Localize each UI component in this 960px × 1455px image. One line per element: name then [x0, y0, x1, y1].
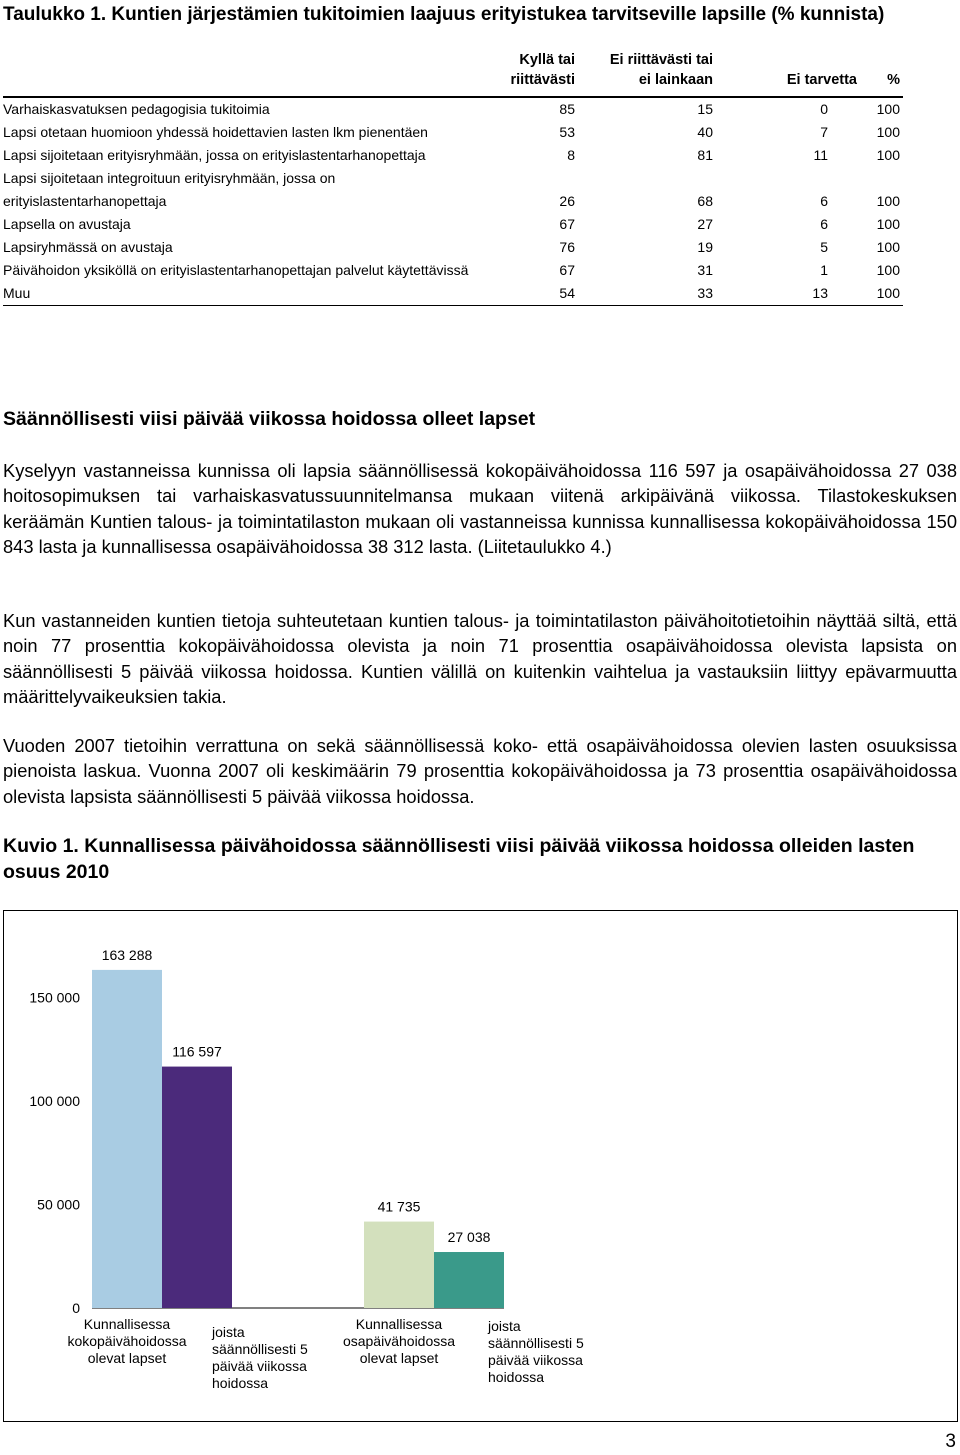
cell-no-need: 6	[820, 216, 828, 232]
cell-yes: 67	[559, 262, 575, 278]
bar	[162, 1067, 232, 1308]
bar	[434, 1252, 504, 1308]
row-label: Lapsi sijoitetaan integroituun erityisryhmään, jossa on erityislastentarhanopettaja	[3, 170, 336, 209]
cell-yes: 67	[559, 216, 575, 232]
table-row	[3, 236, 903, 259]
header-not-enough-line1: Ei riittävästi tai	[609, 52, 713, 68]
paragraph-1: Kyselyyn vastanneissa kunnissa oli lapsia säännöllisessä kokopäivähoidossa 116 597 ja osapäivähoidossa 27 038 hoitosopimuksen tai varhaiskasvatussuunnitelmansa mukaan viitenä arkipäivänä viikossa. Tilastokeskuksen keräämän Kuntien talous- ja toimintatilaston mukaan oli vastanneissa kunnissa kunnallisessa kokopäivähoidossa 150 843 lasta ja kunnallisessa osapäivähoidossa 38 312 lasta. (Liitetaulukko 4.)	[3, 460, 957, 557]
cell-yes: 54	[559, 285, 575, 301]
bar-value-label: 27 038	[447, 1229, 491, 1246]
cell-yes: 85	[559, 101, 575, 117]
y-tick-label: 150 000	[29, 989, 80, 1006]
header-yes-line1: Kyllä tai	[519, 52, 575, 68]
cell-not-enough: 81	[697, 147, 713, 163]
cell-no-need: 11	[813, 147, 828, 163]
row-label: Lapsella on avustaja	[3, 216, 131, 232]
cell-not-enough: 40	[697, 124, 713, 140]
figure-caption: Kuvio 1. Kunnallisessa päivähoidossa säännöllisesti viisi päivää viikossa hoidossa olleiden lasten osuus 2010	[3, 835, 915, 883]
table-body	[3, 98, 903, 306]
table-row	[3, 213, 903, 236]
row-label: Lapsiryhmässä on avustaja	[3, 239, 173, 255]
table-row	[3, 259, 903, 282]
bar	[364, 1222, 434, 1308]
bar-chart	[4, 911, 956, 1420]
cell-yes: 76	[559, 239, 575, 255]
cell-percent: 100	[876, 285, 900, 301]
cell-not-enough: 68	[697, 193, 713, 209]
y-tick-label: 100 000	[29, 1092, 80, 1109]
header-yes-line2: riittävästi	[510, 72, 575, 88]
row-label: Lapsi otetaan huomioon yhdessä hoidettavien lasten lkm pienentäen	[3, 124, 428, 140]
cell-no-need: 6	[820, 193, 828, 209]
data-table	[3, 50, 903, 306]
x-tick-label: Kunnallisessa osapäivähoidossa olevat lapset	[342, 1316, 456, 1366]
cell-not-enough: 19	[697, 239, 713, 255]
cell-no-need: 13	[812, 285, 828, 301]
row-label: Muu	[3, 285, 31, 301]
header-no-need: Ei tarvetta	[786, 72, 857, 88]
bar	[92, 970, 162, 1308]
table-row	[3, 167, 903, 213]
cell-not-enough: 33	[697, 285, 713, 301]
x-tick-label: Kunnallisessa kokopäivähoidossa olevat lapset	[67, 1316, 187, 1366]
row-label: Päivähoidon yksiköllä on erityislastentarhanopettajan palvelut käytettävissä	[3, 262, 469, 278]
cell-yes: 26	[559, 193, 575, 209]
y-tick-label: 50 000	[37, 1196, 80, 1213]
table-row	[3, 282, 903, 305]
bar-value-label: 41 735	[377, 1198, 421, 1215]
cell-no-need: 0	[820, 101, 828, 117]
bar-value-label: 163 288	[101, 946, 153, 963]
cell-not-enough: 27	[697, 216, 713, 232]
page-number: 3	[945, 1431, 956, 1452]
cell-percent: 100	[876, 101, 900, 117]
cell-yes: 53	[559, 124, 575, 140]
header-not-enough	[573, 50, 713, 90]
section-heading: Säännöllisesti viisi päivää viikossa hoidossa olleet lapset	[3, 408, 536, 430]
cell-percent: 100	[876, 147, 900, 163]
table-header	[3, 50, 903, 98]
header-percent: %	[887, 72, 900, 88]
paragraph-3: Vuoden 2007 tietoihin verrattuna on sekä säännöllisessä koko- että osapäivähoidossa olevien lasten osuuksissa pienoista laskua. Vuonna 2007 oli keskimäärin 79 prosenttia kokopäivähoidossa ja 73 prosenttia osapäivähoidossa olevista lapsista säännöllisesti 5 päivää viikossa hoidossa.	[3, 735, 957, 807]
cell-no-need: 5	[820, 239, 828, 255]
chart-frame	[3, 910, 958, 1422]
cell-no-need: 7	[820, 124, 828, 140]
table-row	[3, 121, 903, 144]
header-yes	[455, 50, 575, 90]
table-row	[3, 98, 903, 121]
cell-percent: 100	[876, 124, 900, 140]
paragraph-2: Kun vastanneiden kuntien tietoja suhteutetaan kuntien talous- ja toimintatilaston päivähoitotietoihin näyttää siltä, että noin 77 prosenttia kokopäivähoidossa olevista ja noin 71 prosenttia osapäivähoidossa olevista lapsista on säännöllisesti 5 päivää viikossa hoidossa. Kuntien välillä on kuitenkin vaihtelua ja vastauksiin liittyy epävarmuutta määrittelyvaikeuksien takia.	[3, 610, 957, 707]
bar-value-label: 116 597	[172, 1043, 222, 1060]
cell-percent: 100	[876, 262, 900, 278]
x-tick-label: joista säännöllisesti 5 päivää viikossa hoidossa	[212, 1324, 308, 1391]
table-caption: Taulukko 1. Kuntien järjestämien tukitoimien laajuus erityistukea tarvitseville lapsille (% kunnista)	[3, 4, 885, 25]
row-label: Varhaiskasvatuksen pedagogisia tukitoimia	[3, 101, 270, 117]
cell-percent: 100	[876, 193, 900, 209]
cell-percent: 100	[876, 239, 900, 255]
cell-yes: 8	[567, 147, 575, 163]
y-tick-label: 0	[72, 1300, 80, 1316]
cell-percent: 100	[876, 216, 900, 232]
cell-not-enough: 31	[697, 262, 713, 278]
table-row	[3, 144, 903, 167]
x-tick-label: joista säännöllisesti 5 päivää viikossa hoidossa	[488, 1318, 584, 1385]
header-not-enough-line2: ei lainkaan	[638, 72, 713, 88]
row-label: Lapsi sijoitetaan erityisryhmään, jossa on erityislastentarhanopettaja	[3, 147, 426, 163]
cell-not-enough: 15	[697, 101, 713, 117]
cell-no-need: 1	[820, 262, 828, 278]
